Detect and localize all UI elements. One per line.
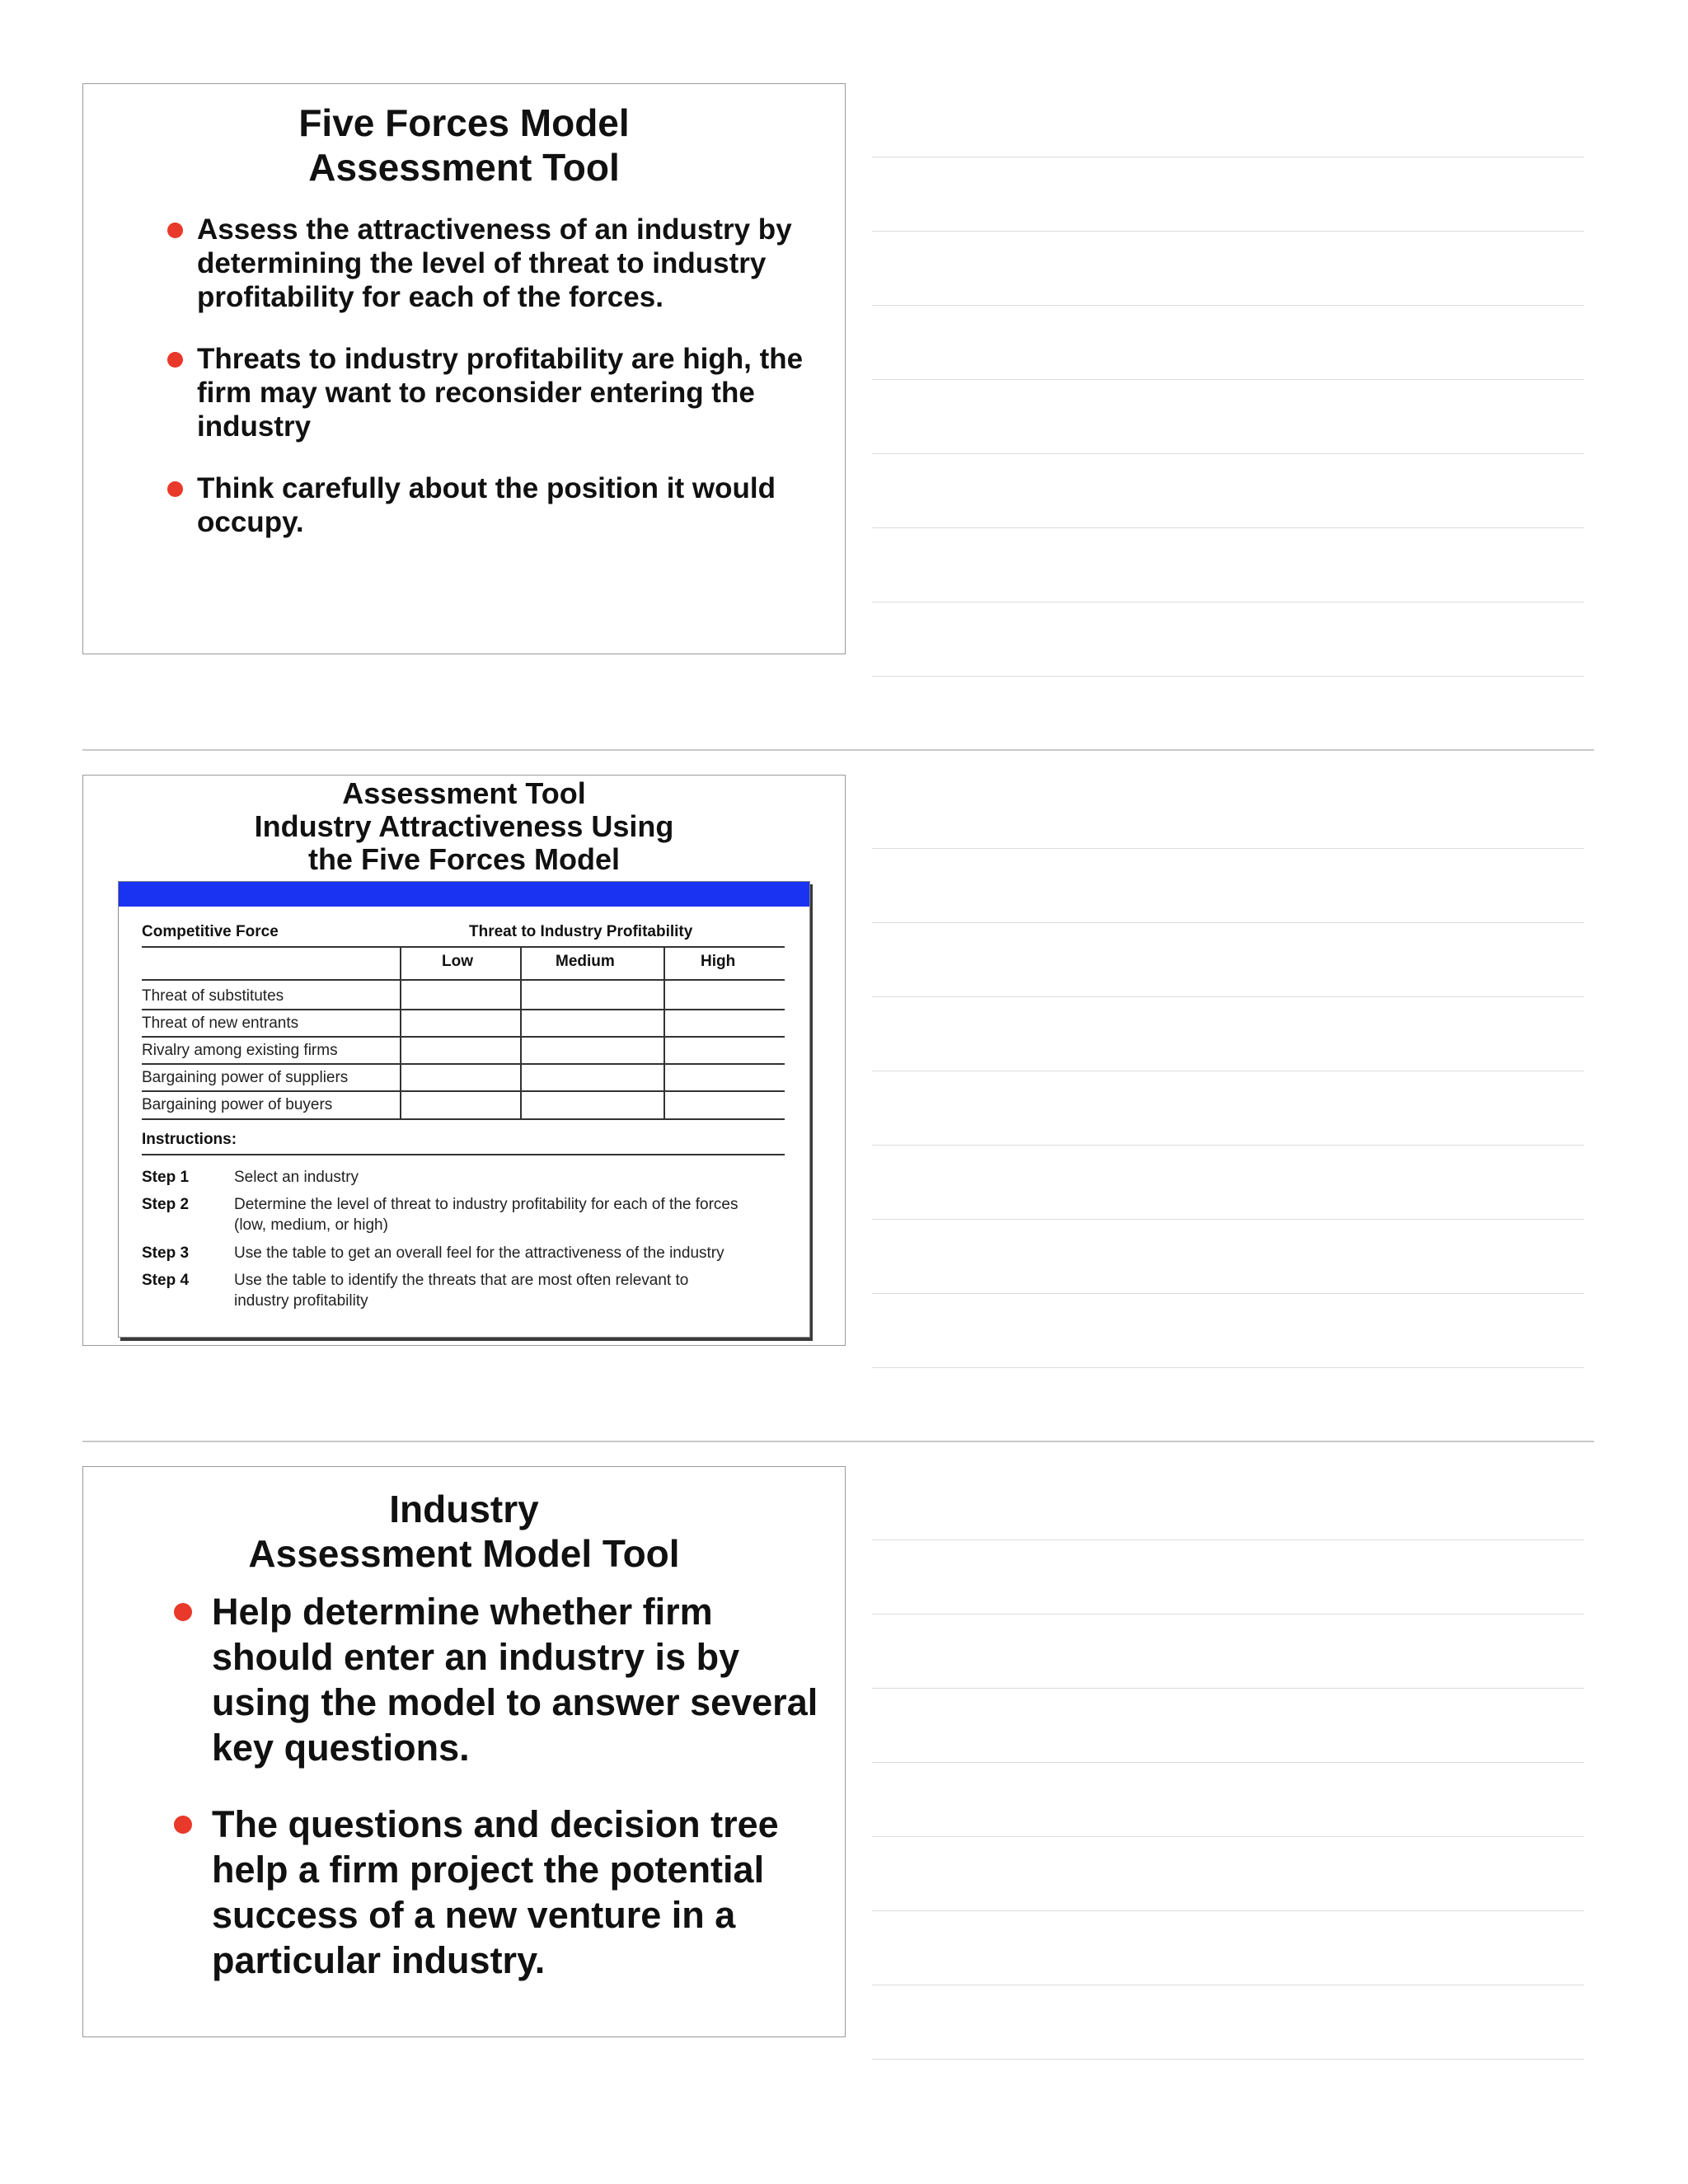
table-row-label: Bargaining power of buyers bbox=[142, 1096, 333, 1113]
note-line bbox=[872, 305, 1584, 306]
slide-2 bbox=[82, 775, 846, 1346]
bullet-item bbox=[212, 1589, 822, 1770]
table-rule bbox=[142, 1009, 785, 1010]
note-line bbox=[872, 1836, 1584, 1837]
note-line bbox=[872, 922, 1584, 923]
table-row-label: Rivalry among existing firms bbox=[142, 1042, 338, 1059]
instructions-label: Instructions: bbox=[142, 1131, 237, 1148]
bullet-text: Think carefully about the position it would occupy. bbox=[197, 472, 776, 538]
table-col-rule bbox=[663, 946, 665, 1118]
level-medium: Medium bbox=[556, 953, 615, 970]
step-text: (low, medium, or high) bbox=[234, 1216, 388, 1234]
note-line bbox=[872, 1293, 1584, 1294]
bullet-dot-icon bbox=[174, 1603, 192, 1621]
col-header-threat: Threat to Industry Profitability bbox=[469, 923, 693, 940]
note-line bbox=[872, 1910, 1584, 1911]
note-line bbox=[872, 1367, 1584, 1368]
note-line bbox=[872, 2059, 1584, 2060]
note-line bbox=[872, 1688, 1584, 1689]
assessment-table-image bbox=[118, 881, 810, 1338]
note-line bbox=[872, 527, 1584, 528]
slide-2-title bbox=[83, 777, 845, 876]
slide-2-title-line: Assessment Tool bbox=[342, 776, 586, 810]
step-label: Step 4 bbox=[142, 1272, 190, 1289]
bullet-item bbox=[212, 1802, 822, 1983]
step-text: Use the table to get an overall feel for the attractiveness of the industry bbox=[234, 1244, 724, 1262]
note-line bbox=[872, 848, 1584, 849]
slide-1-title-line: Five Forces Model bbox=[298, 101, 630, 144]
note-line bbox=[872, 231, 1584, 232]
slide-1 bbox=[82, 83, 846, 654]
slide-3-title-line: Assessment Model Tool bbox=[248, 1532, 680, 1575]
table-col-rule bbox=[400, 946, 401, 1118]
step-label: Step 3 bbox=[142, 1244, 190, 1262]
table-row-label: Threat of new entrants bbox=[142, 1015, 299, 1032]
bullet-item bbox=[197, 213, 823, 314]
step-text: industry profitability bbox=[234, 1292, 368, 1310]
level-high: High bbox=[701, 953, 736, 970]
slide-2-title-line: Industry Attractiveness Using bbox=[254, 809, 674, 843]
slide-3 bbox=[82, 1466, 846, 2037]
note-line bbox=[872, 453, 1584, 454]
slide-2-title-line: the Five Forces Model bbox=[307, 842, 621, 876]
step-text: Select an industry bbox=[234, 1169, 359, 1186]
table-rule bbox=[142, 946, 785, 948]
note-line bbox=[872, 1145, 1584, 1146]
step-text: Use the table to identify the threats that are most often relevant to bbox=[234, 1272, 689, 1289]
note-line bbox=[872, 1219, 1584, 1220]
slide-3-bullet-list bbox=[212, 1589, 822, 2014]
table-rule bbox=[142, 1063, 785, 1065]
table-rule bbox=[142, 1118, 785, 1120]
note-line bbox=[872, 1614, 1584, 1615]
bullet-text: Help determine whether firm should enter an industry is by using the model to answer several key questions. bbox=[212, 1591, 818, 1769]
bullet-text: Assess the attractiveness of an industry by determining the level of threat to industry profitability for each of the forces. bbox=[197, 213, 792, 313]
table-rule bbox=[142, 1036, 785, 1038]
page-separator bbox=[82, 1441, 1594, 1442]
table-row-label: Threat of substitutes bbox=[142, 987, 284, 1005]
slide-3-title-line: Industry bbox=[389, 1488, 539, 1530]
table-row-label: Bargaining power of suppliers bbox=[142, 1069, 349, 1086]
bullet-dot-icon bbox=[167, 352, 183, 368]
table-header-band bbox=[119, 882, 809, 907]
slide-1-bullet-list bbox=[197, 213, 823, 567]
step-text: Determine the level of threat to industry profitability for each of the forces bbox=[234, 1196, 738, 1213]
bullet-text: The questions and decision tree help a firm project the potential success of a new venture in a particular industry. bbox=[212, 1803, 779, 1981]
bullet-dot-icon bbox=[167, 223, 183, 238]
table-rule bbox=[142, 979, 785, 981]
col-header-competitive-force: Competitive Force bbox=[142, 923, 279, 940]
level-low: Low bbox=[442, 953, 473, 970]
step-label: Step 1 bbox=[142, 1169, 190, 1186]
slide-1-title bbox=[83, 101, 845, 190]
slide-1-title-line: Assessment Tool bbox=[308, 146, 620, 189]
note-line bbox=[872, 996, 1584, 997]
table-rule bbox=[142, 1154, 785, 1155]
table-col-rule bbox=[520, 946, 522, 1118]
slide-3-title bbox=[83, 1487, 845, 1576]
note-line bbox=[872, 676, 1584, 677]
note-line bbox=[872, 1762, 1584, 1763]
page-separator bbox=[82, 749, 1594, 751]
bullet-dot-icon bbox=[167, 481, 183, 497]
bullet-dot-icon bbox=[174, 1816, 192, 1834]
table-rule bbox=[142, 1090, 785, 1092]
note-line bbox=[872, 379, 1584, 380]
bullet-text: Threats to industry profitability are high, the firm may want to reconsider entering the industry bbox=[197, 343, 804, 443]
bullet-item bbox=[197, 342, 823, 443]
step-label: Step 2 bbox=[142, 1196, 190, 1213]
bullet-item bbox=[197, 471, 823, 539]
